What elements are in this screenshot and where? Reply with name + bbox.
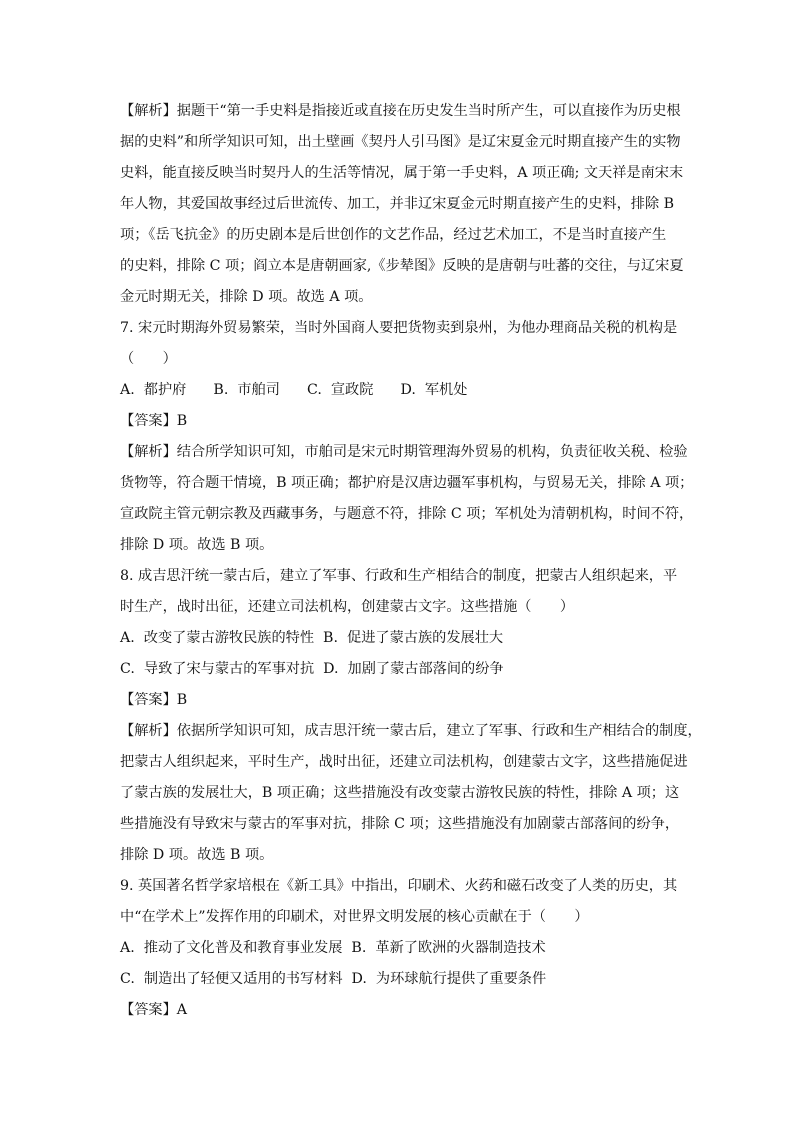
question-7 xyxy=(120,313,680,437)
question-stem: 8. 成吉思汗统一蒙古后，建立了军事、行政和生产相结合的制度，把蒙古人组织起来，平 xyxy=(120,568,678,584)
question-options: C. 导致了宋与蒙古的军事对抗 D. 加剧了蒙古部落间的纷争 xyxy=(120,661,504,677)
question-stem: （ ） xyxy=(120,351,177,367)
question-stem: 9. 英国著名哲学家培根在《新工具》中指出，印刷术、火药和磁石改变了人类的历史，其 xyxy=(120,878,678,894)
text-line: 排除 D 项。故选 B 项。 xyxy=(120,847,274,863)
text-line: 的史料，排除 C 项；阎立本是唐朝画家,《步辇图》反映的是唐朝与吐蕃的交往，与辽宋夏 xyxy=(120,258,684,274)
text-line: 【解析】结合所学知识可知，市舶司是宋元时期管理海外贸易的机构，负责征收关税、检验 xyxy=(120,444,688,460)
analysis-q7 xyxy=(120,437,694,561)
question-9 xyxy=(120,871,680,1026)
text-line: 【解析】依据所学知识可知，成吉思汗统一蒙古后，建立了军事、行政和生产相结合的制度， xyxy=(120,723,702,739)
answer-line: 【答案】B xyxy=(120,413,188,429)
question-options: A. 都护府 B. 市舶司 C. 宣政院 D. 军机处 xyxy=(120,382,468,398)
question-stem: 7. 宋元时期海外贸易繁荣，当时外国商人要把货物卖到泉州，为他办理商品关税的机构是 xyxy=(120,320,678,336)
question-options: A. 推动了文化普及和教育事业发展 B. 革新了欧洲的火器制造技术 xyxy=(120,940,546,956)
text-line: 金元时期无关，排除 D 项。故选 A 项。 xyxy=(120,289,373,305)
text-line: 排除 D 项。故选 B 项。 xyxy=(120,537,274,553)
answer-line: 【答案】B xyxy=(120,692,188,708)
analysis-q6 xyxy=(120,96,684,313)
text-line: 把蒙古人组织起来，平时生产，战时出征，还建立司法机构，创建蒙古文字，这些措施促进 xyxy=(120,754,688,770)
question-options: A. 改变了蒙古游牧民族的特性 B. 促进了蒙古族的发展壮大 xyxy=(120,630,504,646)
text-line: 些措施没有导致宋与蒙古的军事对抗，排除 C 项；这些措施没有加剧蒙古部落间的纷争， xyxy=(120,816,680,832)
text-line: 据的史料”和所学知识可知，出土壁画《契丹人引马图》是辽宋夏金元时期直接产生的实物 xyxy=(120,134,681,150)
question-stem: 中“在学术上”发挥作用的印刷术，对世界文明发展的核心贡献在于（ ） xyxy=(120,909,589,925)
question-8 xyxy=(120,561,680,716)
text-line: 【解析】据题干“第一手史料是指接近或直接在历史发生当时所产生，可以直接作为历史根 xyxy=(120,103,681,119)
question-stem: 时生产，战时出征，还建立司法机构，创建蒙古文字。这些措施（ ） xyxy=(120,599,575,615)
answer-line: 【答案】A xyxy=(120,1002,187,1018)
text-line: 了蒙古族的发展壮大，B 项正确；这些措施没有改变蒙古游牧民族的特性，排除 A 项；这 xyxy=(120,785,680,801)
question-options: C. 制造出了轻便又适用的书写材料 D. 为环球航行提供了重要条件 xyxy=(120,971,547,987)
text-line: 年人物，其爱国故事经过后世流传、加工，并非辽宋夏金元时期直接产生的史料，排除 B xyxy=(120,196,675,212)
text-line: 宣政院主管元朝宗教及西藏事务，与题意不符，排除 C 项；军机处为清朝机构，时间不符， xyxy=(120,506,694,522)
text-line: 史料，能直接反映当时契丹人的生活等情况，属于第一手史料，A 项正确; 文天祥是南宋末 xyxy=(120,165,684,181)
analysis-q8 xyxy=(120,716,702,871)
text-line: 货物等，符合题干情境，B 项正确；都护府是汉唐边疆军事机构，与贸易无关，排除 A 项； xyxy=(120,475,694,491)
text-line: 项；《岳飞抗金》的历史剧本是后世创作的文艺作品，经过艺术加工，不是当时直接产生 xyxy=(120,227,667,243)
